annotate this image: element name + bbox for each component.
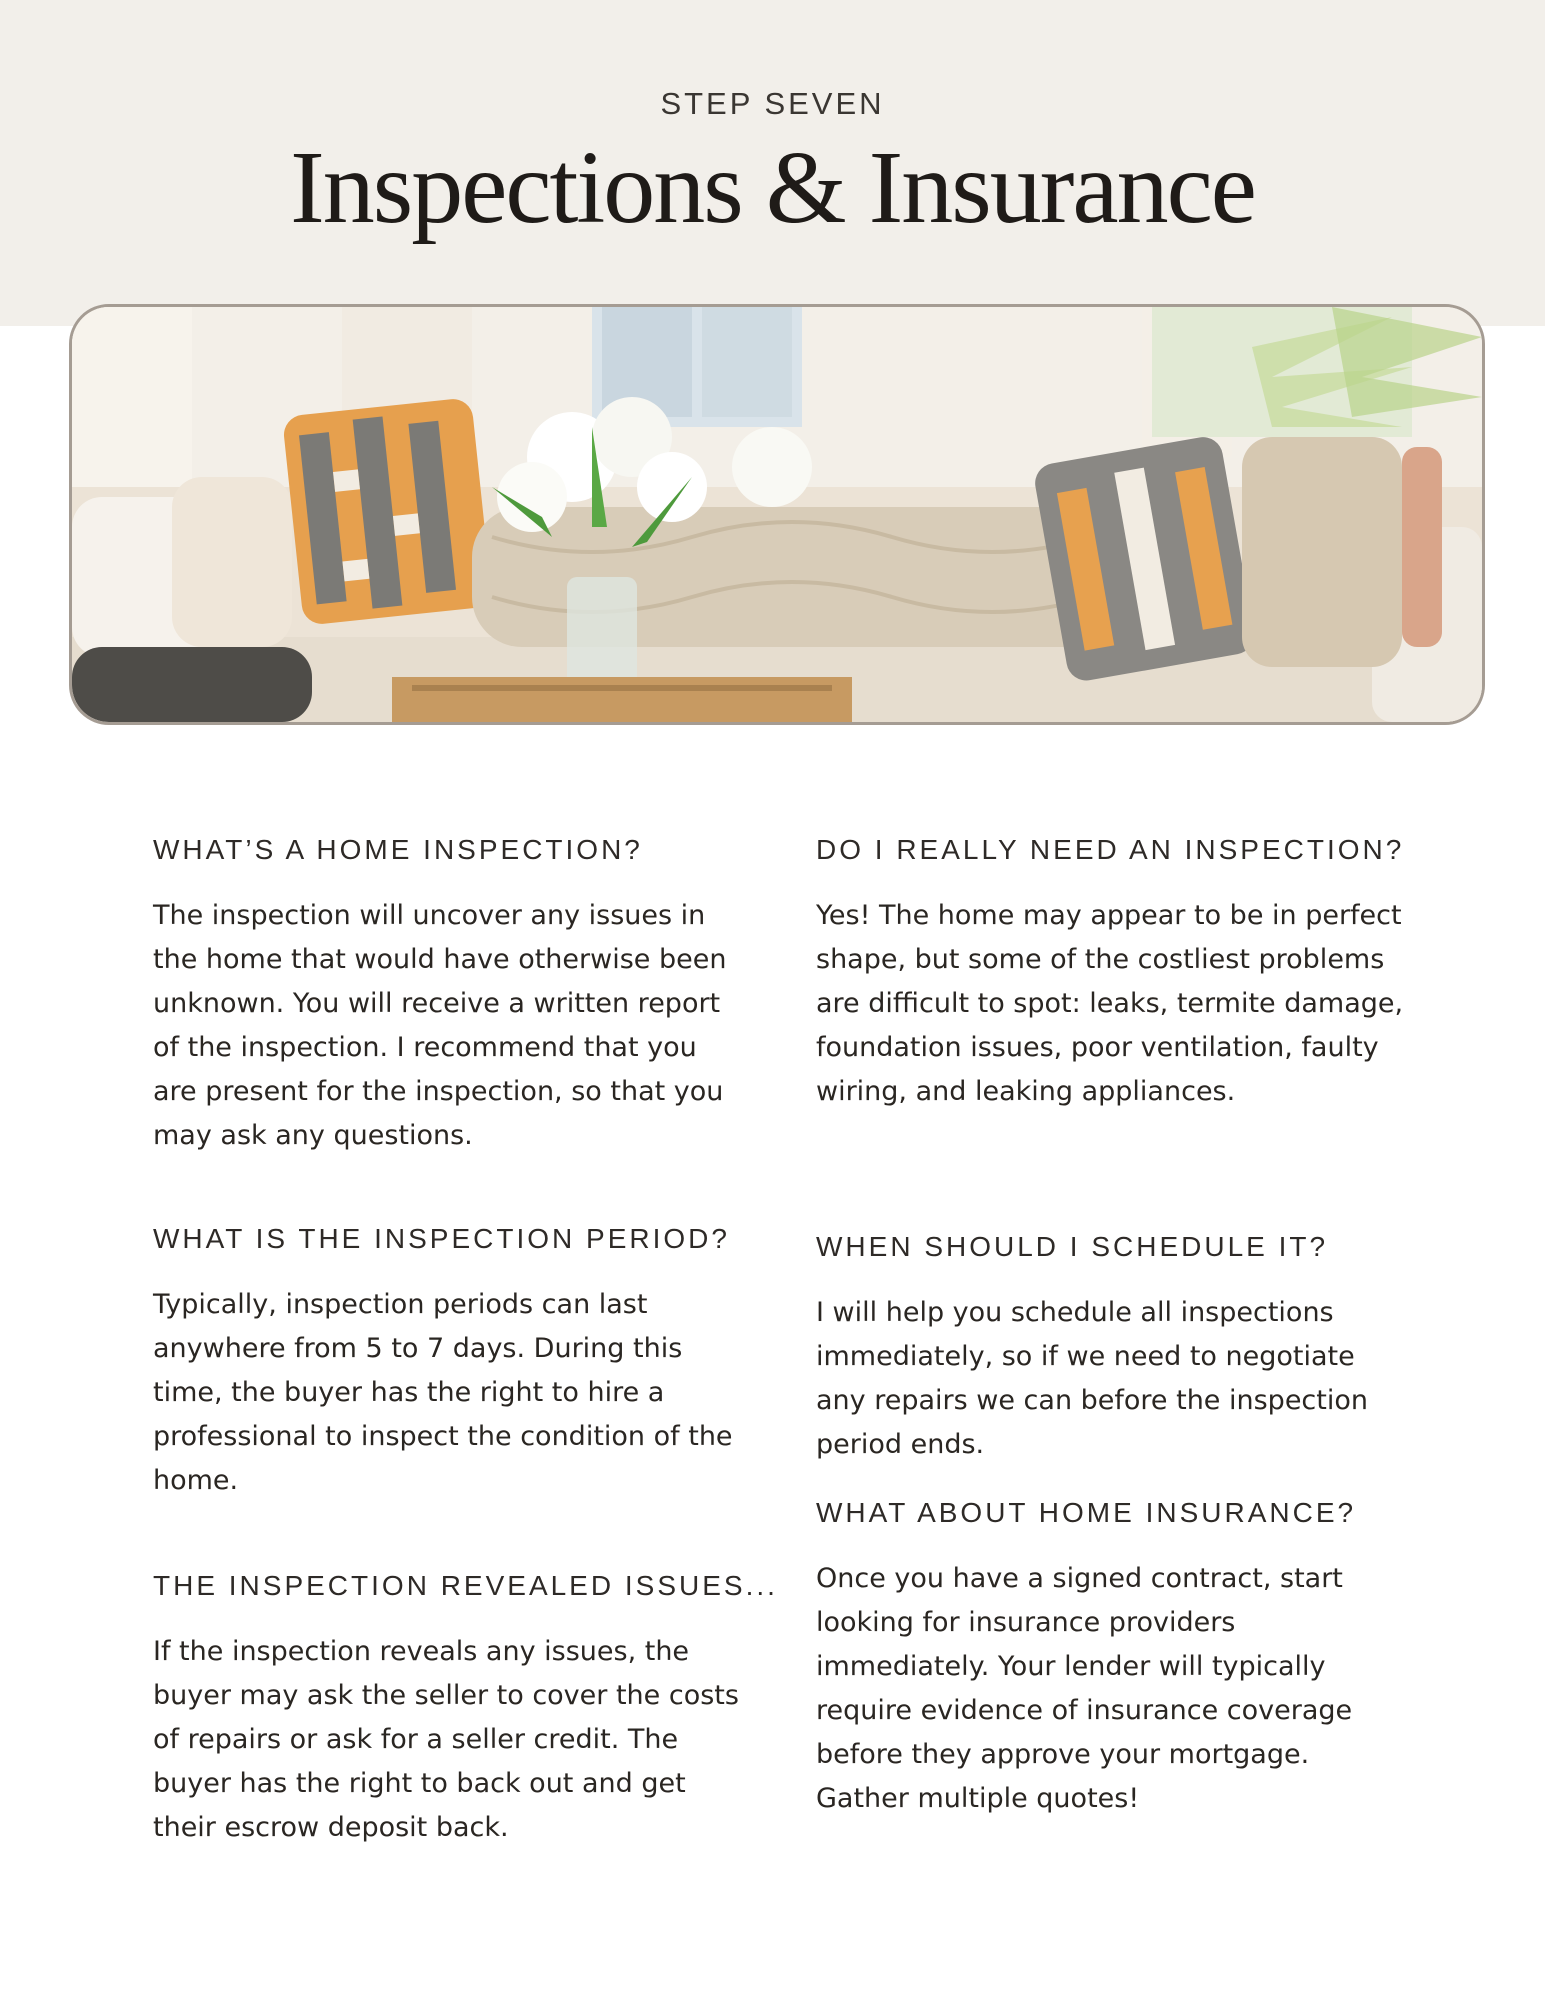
page-title: Inspections & Insurance <box>290 130 1255 245</box>
section-revealed-issues <box>153 1568 778 1850</box>
section-body: The inspection will uncover any issues in the home that would have otherwise been unknown. You will receive a written report of the inspection. I recommend that you are present for the inspection, so that you may ask any questions. <box>153 900 727 1151</box>
section-body: Once you have a signed contract, start looking for insurance providers immediately. Your lender will typically require evidence of insurance coverage before they approve your mortgage. Gather multiple quotes! <box>816 1563 1353 1814</box>
section-body: Yes! The home may appear to be in perfect shape, but some of the costliest problems are difficult to spot: leaks, termite damage, foundation issues, poor ventilation, faulty wiring, and leaking appliances. <box>816 900 1404 1107</box>
section-heading: WHAT IS THE INSPECTION PERIOD? <box>153 1223 730 1254</box>
section-body: I will help you schedule all inspections immediately, so if we need to negotiate any repairs we can before the inspection period ends. <box>816 1297 1368 1460</box>
step-label: STEP SEVEN <box>660 86 885 121</box>
section-body: If the inspection reveals any issues, the buyer may ask the seller to cover the costs of repairs or ask for a seller credit. The buyer has the right to back out and get their escrow deposit back. <box>153 1636 739 1843</box>
section-heading: WHAT ABOUT HOME INSURANCE? <box>816 1497 1357 1528</box>
hero-photo <box>69 304 1485 725</box>
living-room-illustration <box>72 307 1482 722</box>
section-heading: WHEN SHOULD I SCHEDULE IT? <box>816 1231 1329 1262</box>
section-need-inspection <box>816 832 1406 1114</box>
section-home-inspection <box>153 832 743 1158</box>
section-body: Typically, inspection periods can last anywhere from 5 to 7 days. During this time, the buyer has the right to hire a professional to inspect the condition of the home. <box>153 1289 733 1496</box>
section-heading: THE INSPECTION REVEALED ISSUES... <box>153 1570 778 1601</box>
section-heading: DO I REALLY NEED AN INSPECTION? <box>816 834 1405 865</box>
section-schedule <box>816 1229 1406 1467</box>
section-home-insurance <box>816 1495 1406 1821</box>
section-inspection-period <box>153 1221 743 1503</box>
section-heading: WHAT’S A HOME INSPECTION? <box>153 834 643 865</box>
